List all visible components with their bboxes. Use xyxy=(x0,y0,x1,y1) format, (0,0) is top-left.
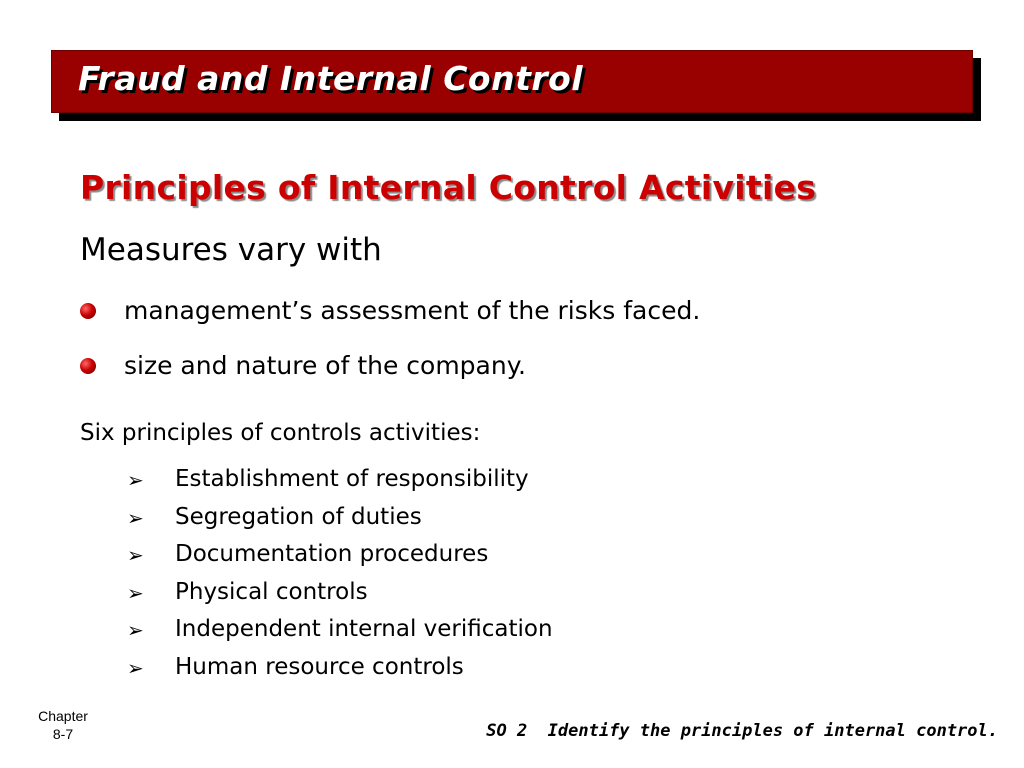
arrow-bullet-icon: ➢ xyxy=(127,618,144,642)
bullet-text: size and nature of the company. xyxy=(124,351,526,380)
bullet-icon xyxy=(80,358,96,374)
arrow-bullet-icon: ➢ xyxy=(127,581,144,605)
bullet-icon xyxy=(80,303,96,319)
bullet-text: management’s assessment of the risks faced. xyxy=(124,296,701,325)
arrow-bullet-icon: ➢ xyxy=(127,543,144,567)
principle-text: Independent internal verification xyxy=(175,616,553,642)
slide-subtitle: Principles of Internal Control Activities xyxy=(80,168,817,207)
chapter-number: 8-7 xyxy=(52,726,74,742)
arrow-bullet-icon: ➢ xyxy=(127,506,144,530)
lead-text: Measures vary with xyxy=(80,232,382,268)
principles-intro: Six principles of controls activities: xyxy=(80,420,481,446)
principle-text: Documentation procedures xyxy=(175,541,489,567)
principle-text: Human resource controls xyxy=(175,654,464,680)
principle-text: Establishment of responsibility xyxy=(175,466,529,492)
study-objective: SO 2 Identify the principles of internal control. xyxy=(486,721,998,741)
principle-text: Physical controls xyxy=(175,579,368,605)
slide-title: Fraud and Internal Control xyxy=(78,59,584,98)
chapter-label xyxy=(24,707,102,743)
arrow-bullet-icon: ➢ xyxy=(127,468,144,492)
principle-text: Segregation of duties xyxy=(175,504,422,530)
title-bar xyxy=(51,50,973,113)
chapter-word: Chapter xyxy=(38,708,88,724)
arrow-bullet-icon: ➢ xyxy=(127,656,144,680)
